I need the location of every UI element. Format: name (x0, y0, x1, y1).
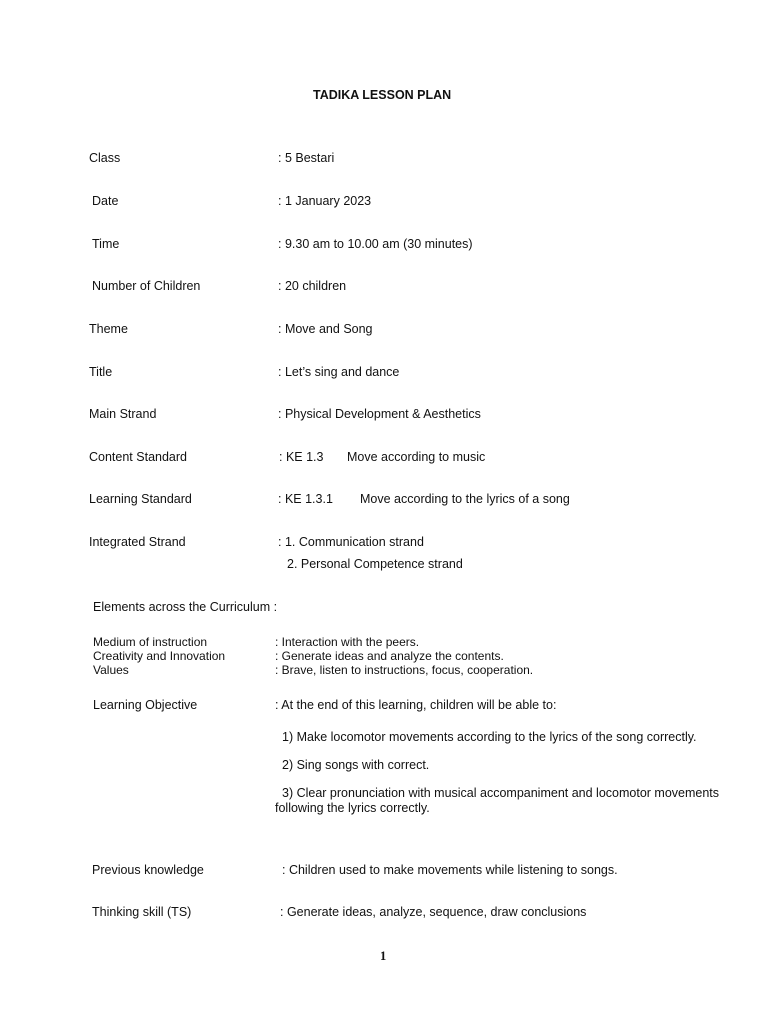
elements-heading: Elements across the Curriculum : (93, 600, 278, 614)
objective-item-1: 1) Make locomotor movements according to the lyrics of the song correctly. (282, 730, 697, 744)
field-value-title: : Let’s sing and dance (278, 365, 400, 379)
field-value-content-standard-code: : KE 1.3 (279, 450, 324, 464)
objective-item-3-continuation: following the lyrics correctly. (275, 801, 430, 815)
thinking-skill-label: Thinking skill (TS) (92, 905, 192, 919)
element-value-creativity: : Generate ideas and analyze the contents. (275, 649, 504, 663)
field-value-time: : 9.30 am to 10.00 am (30 minutes) (278, 237, 473, 251)
field-value-date: : 1 January 2023 (278, 194, 372, 208)
objective-item-3: 3) Clear pronunciation with musical accompaniment and locomotor movements (282, 786, 720, 800)
element-label-creativity: Creativity and Innovation (93, 649, 226, 663)
thinking-skill-value: : Generate ideas, analyze, sequence, draw conclusions (280, 905, 587, 919)
element-label-values: Values (93, 663, 129, 677)
field-label-time: Time (92, 237, 120, 251)
previous-knowledge-label: Previous knowledge (92, 863, 204, 877)
field-value-content-standard-text: Move according to music (347, 450, 486, 464)
field-label-title: Title (89, 365, 113, 379)
objective-intro: : At the end of this learning, children will be able to: (275, 698, 557, 712)
previous-knowledge-value: : Children used to make movements while listening to songs. (282, 863, 618, 877)
field-label-learning-standard: Learning Standard (89, 492, 192, 506)
field-label-class: Class (89, 151, 121, 165)
page-number: 1 (380, 949, 387, 963)
field-value-integrated-strand-2: 2. Personal Competence strand (287, 557, 463, 571)
field-value-number-of-children: : 20 children (278, 279, 347, 293)
field-label-integrated-strand: Integrated Strand (89, 535, 186, 549)
element-value-values: : Brave, listen to instructions, focus, cooperation. (275, 663, 534, 677)
element-label-medium: Medium of instruction (93, 635, 208, 649)
objective-item-2: 2) Sing songs with correct. (282, 758, 430, 772)
element-value-medium: : Interaction with the peers. (275, 635, 420, 649)
field-label-main-strand: Main Strand (89, 407, 157, 421)
field-label-theme: Theme (89, 322, 128, 336)
field-label-content-standard: Content Standard (89, 450, 187, 464)
field-label-date: Date (92, 194, 119, 208)
field-value-class: : 5 Bestari (278, 151, 335, 165)
field-label-number-of-children: Number of Children (92, 279, 201, 293)
field-value-learning-standard-text: Move according to the lyrics of a song (360, 492, 570, 506)
field-value-theme: : Move and Song (278, 322, 373, 336)
page-title: TADIKA LESSON PLAN (313, 88, 452, 102)
field-value-main-strand: : Physical Development & Aesthetics (278, 407, 481, 421)
field-value-learning-standard-code: : KE 1.3.1 (278, 492, 333, 506)
objective-label: Learning Objective (93, 698, 198, 712)
field-value-integrated-strand-1: : 1. Communication strand (278, 535, 424, 549)
